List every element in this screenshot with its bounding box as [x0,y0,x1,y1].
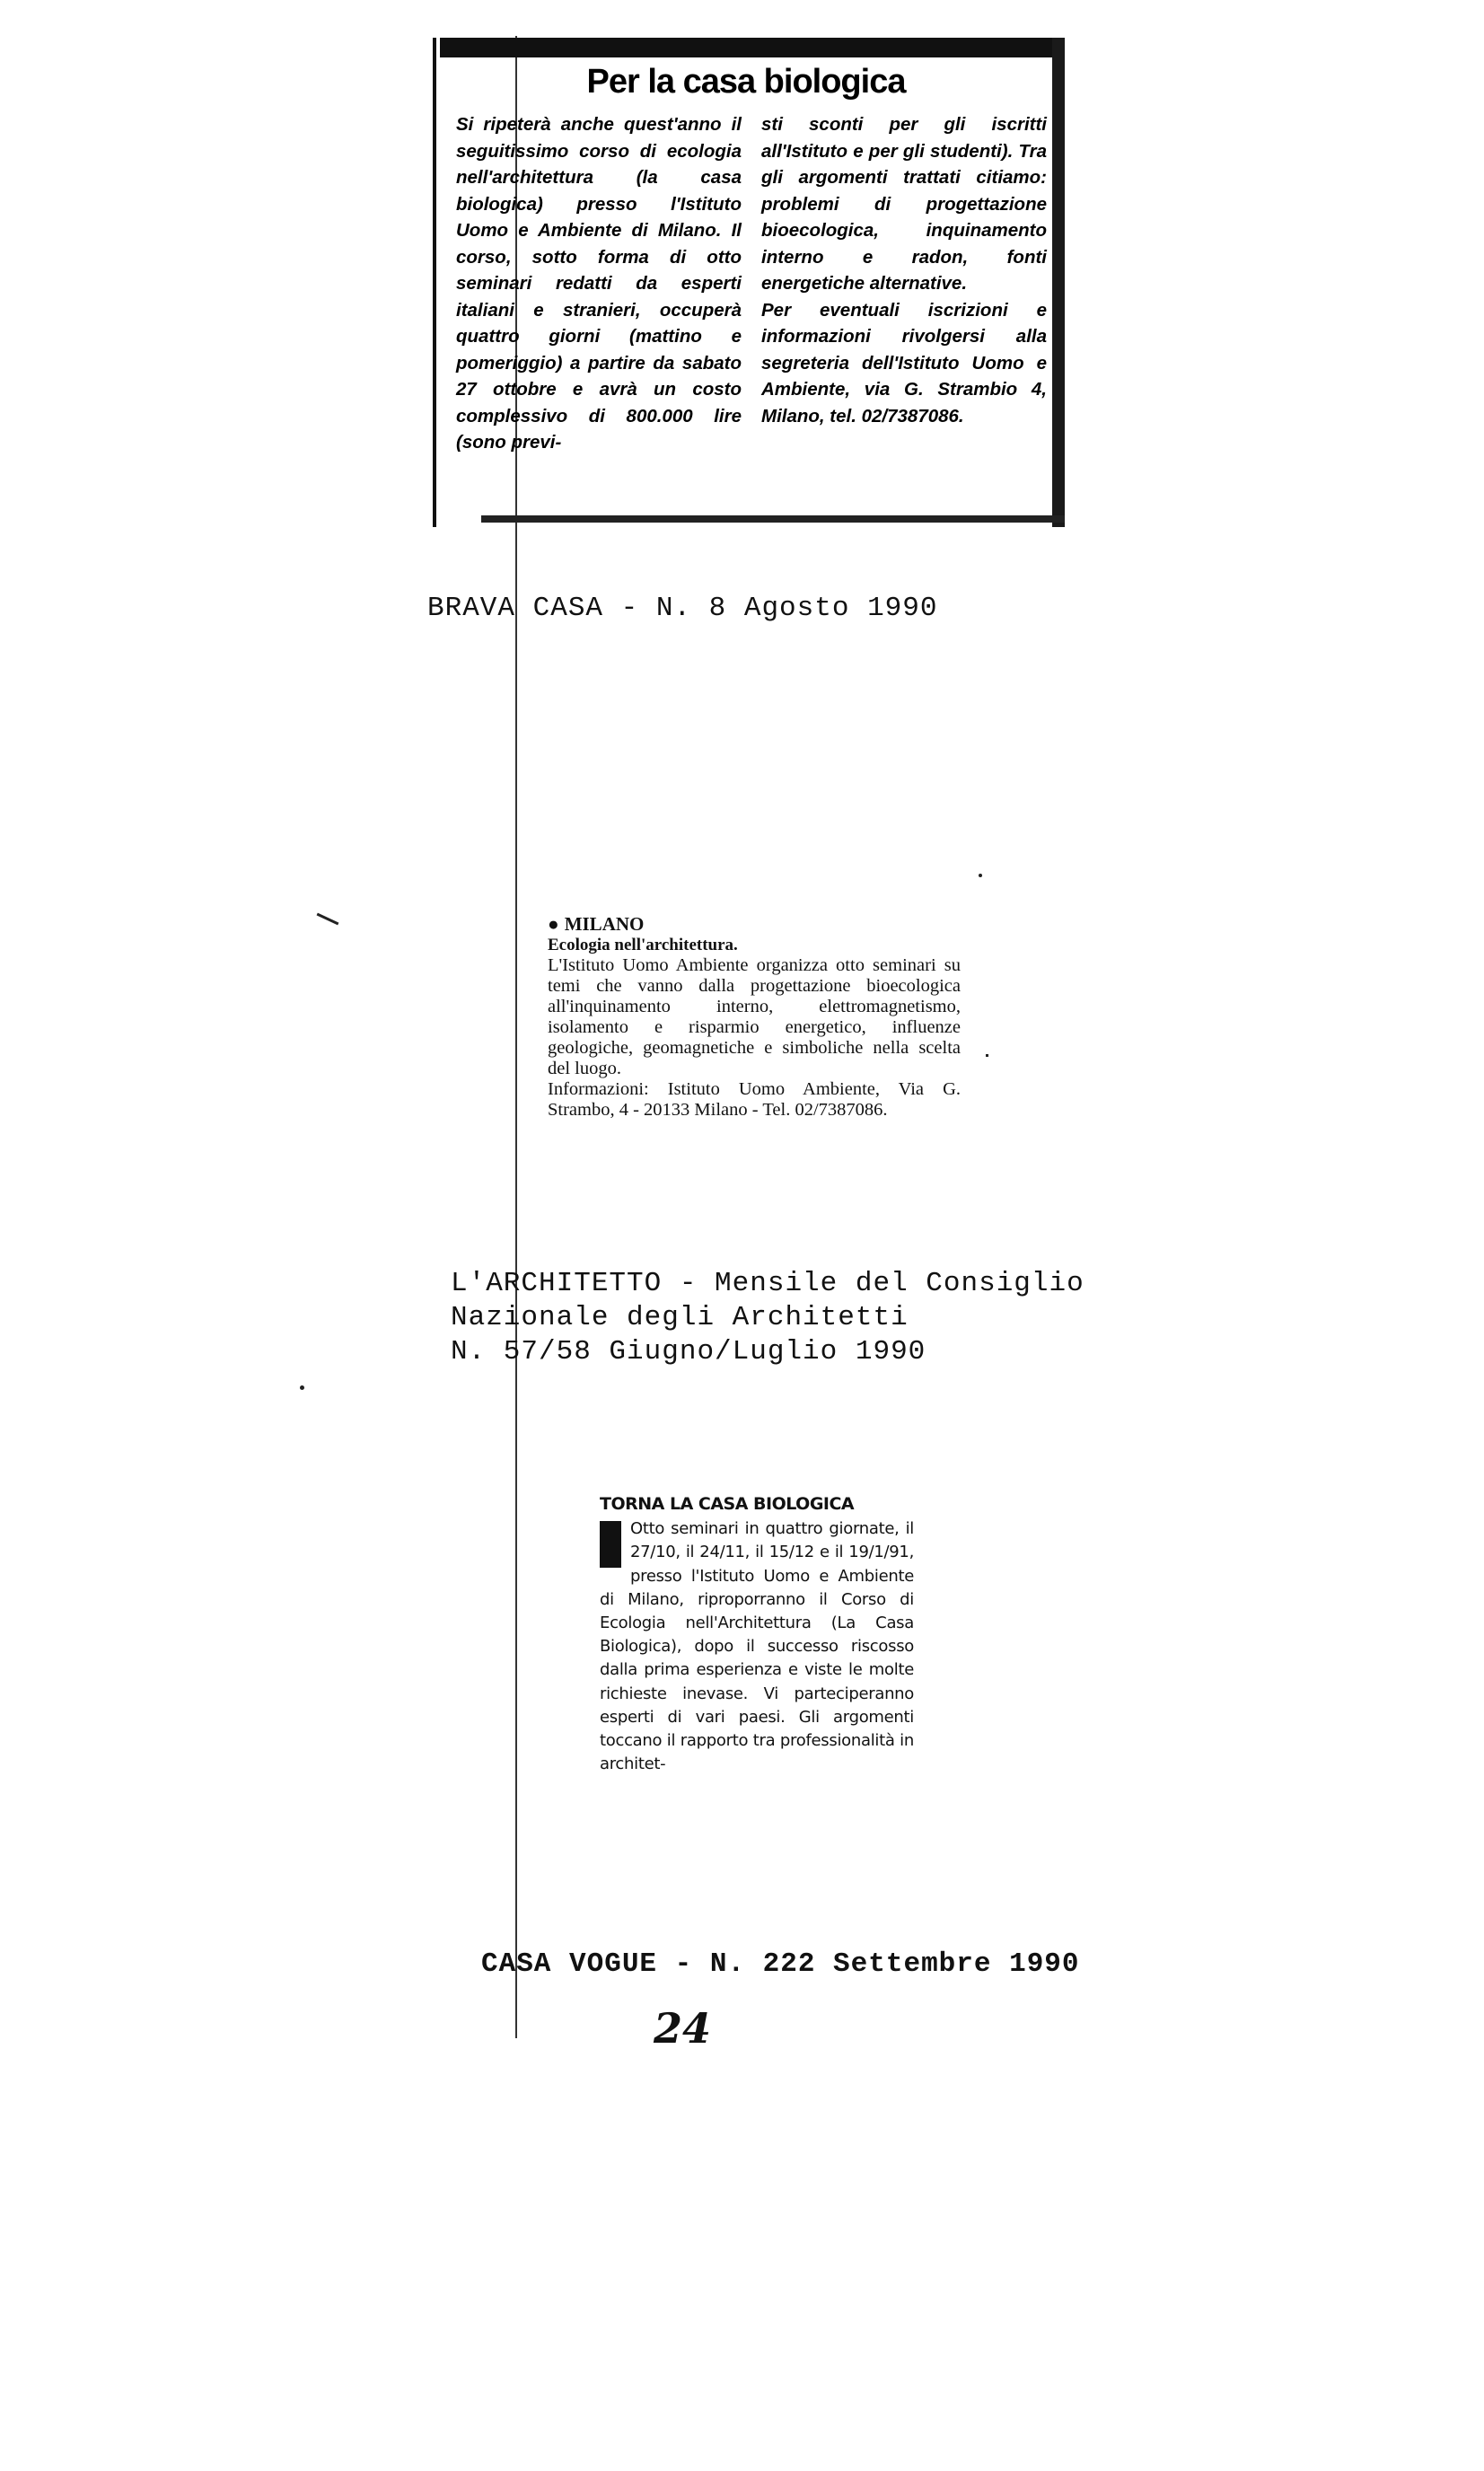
clipping-heading: TORNA LA CASA BIOLOGICA [600,1494,855,1514]
clipping-title: Per la casa biologica [586,63,906,101]
clipping-body: L'Istituto Uomo Ambiente organizza otto seminari su temi che vanno dalla progettazione bioecologica all'inquinamento interno, elettromagnetismo, isolamento e risparmio energetico, influenze geologiche, geomagnetiche e simboliche nella scelta del luogo. [548,955,961,1078]
stray-mark [300,1385,304,1390]
page-number: 24 [654,2004,712,2053]
stray-mark [986,1054,988,1057]
stray-mark [979,874,982,877]
clipping-body: Otto seminari in quattro giornate, il 27/10, il 24/11, il 15/12 e il 19/1/91, presso l'Istituto Uomo e Ambiente di Milano, riproporranno il Corso di Ecologia nell'Architettura (La Casa Biologica), dopo il successo riscosso dalla prima esperienza e viste le molte richieste inevase. Vi parteciperanno esperti di vari paesi. Gli argomenti toccano il rapporto tra professionalità in architet- [600,1519,914,1774]
clipping-body-container [600,1517,914,1776]
right-column-text-1: sti sconti per gli iscritti all'Istituto e per gli studenti). Tra gli argomenti trattati citiamo: problemi di progettazione bioecologica, inquinamento interno e radon, fonti energetiche alternative. [761,114,1047,294]
source-architetto-line-2: Nazionale degli Architetti [451,1302,909,1333]
clipping-info: Informazioni: Istituto Uomo Ambiente, Via G. Strambo, 4 - 20133 Milano - Tel. 02/7387086. [548,1079,961,1120]
drop-box [600,1521,621,1568]
source-brava-casa: BRAVA CASA - N. 8 Agosto 1990 [427,593,938,624]
right-column-text-2: Per eventuali iscrizioni e informazioni rivolgersi alla segreteria dell'Istituto Uomo e Ambiente, via G. Strambio 4, Milano, tel. 02/7387086. [761,299,1047,426]
clipping-heading: Ecologia nell'architettura. [548,936,738,954]
source-casa-vogue: CASA VOGUE - N. 222 Settembre 1990 [481,1948,1080,1980]
clipping-architetto [548,914,961,1121]
clipping-kicker [548,914,961,935]
bullet-icon: ● [548,913,559,935]
clipping-casa-vogue [600,1492,914,1776]
clipping-top-bar [440,38,1061,57]
source-architetto-line-1: L'ARCHITETTO - Mensile del Consiglio [451,1268,1084,1299]
clipping-brava-casa [433,38,1065,527]
clipping-left-column [456,111,742,456]
left-column-text: Si ripeterà anche quest'anno il seguitissimo corso di ecologia nell'architettura (la casa biologica) presso l'Istituto Uomo e Ambiente di Milano. Il corso, sotto forma di otto seminari redatti da esperti italiani e stranieri, occuperà quattro giorni (mattino e pomeriggio) a partire da sabato 27 ottobre e avrà un costo complessivo di 800.000 lire (sono previ- [456,114,742,453]
clipping-right-column [761,111,1047,429]
clipping-city: MILANO [564,913,645,935]
source-architetto-line-3: N. 57/58 Giugno/Luglio 1990 [451,1336,926,1367]
stray-mark [317,913,339,926]
clipping-right-edge [1052,38,1065,527]
clipping-bottom-bar [481,515,1065,523]
